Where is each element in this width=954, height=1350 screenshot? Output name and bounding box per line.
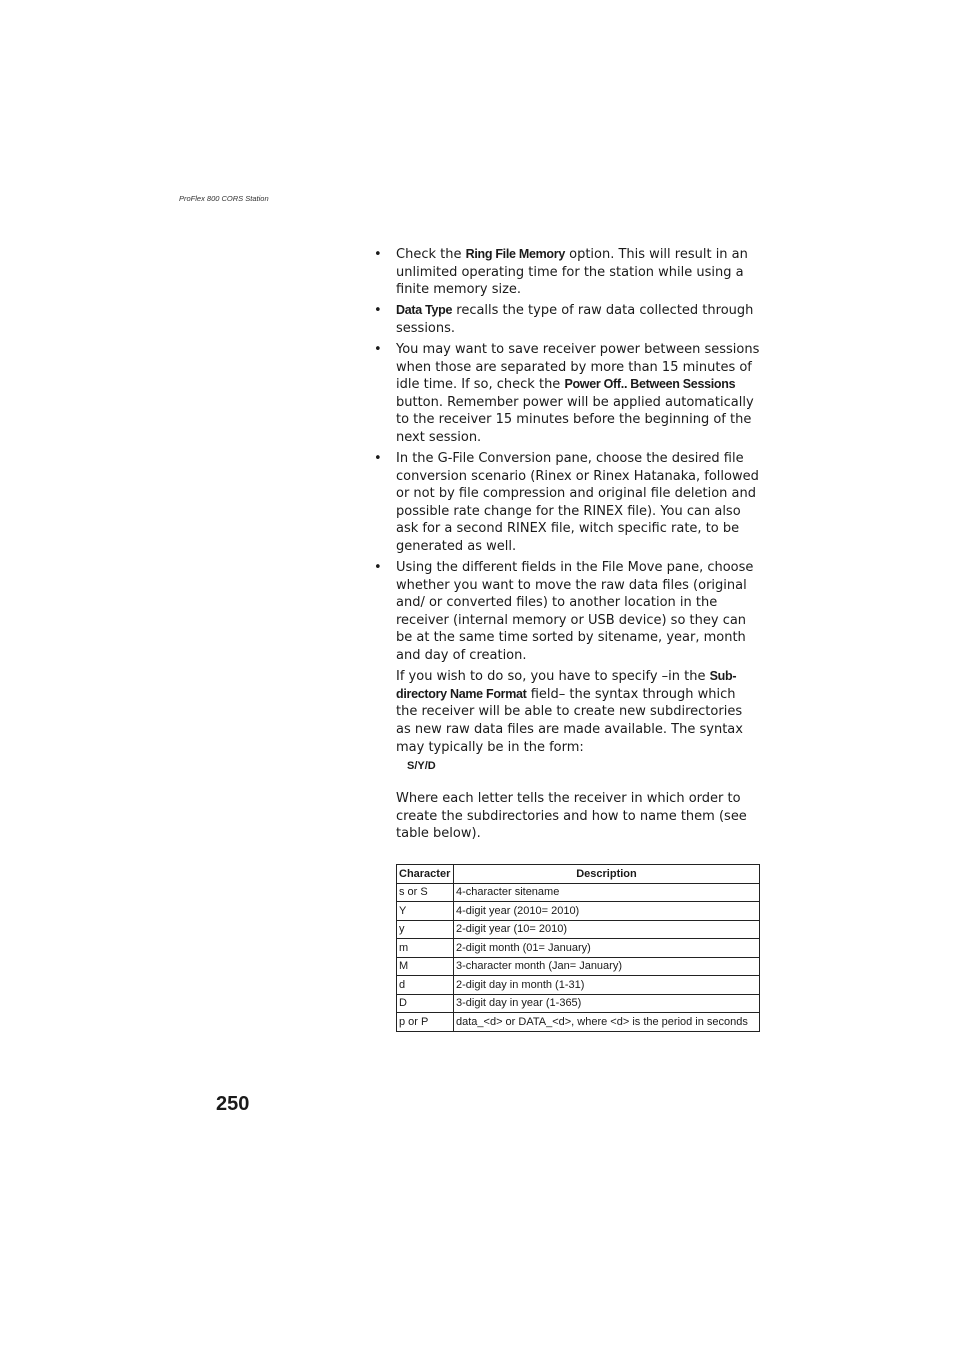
table-row bbox=[397, 994, 760, 1013]
bullet-dot: • bbox=[374, 303, 382, 319]
bullet-dot: • bbox=[374, 451, 382, 467]
table-cell: M bbox=[397, 957, 454, 976]
character-table bbox=[396, 864, 760, 1032]
page-number: 250 bbox=[216, 1093, 250, 1115]
ui-field-label: Sub-directory Name Format bbox=[396, 669, 737, 701]
table-header-row bbox=[397, 865, 760, 884]
bullet-item: • Data Type recalls the type of raw data collected through sessions. bbox=[374, 303, 754, 336]
table-row bbox=[397, 902, 760, 921]
bullet-item: • You may want to save receiver power between sessions when those are separated by more than 15 minutes of idle time. If so, check the Power Off.. Between Sessions button. Remember power will be applied automatically to the receiver 15 minutes before the beginning of the next session. bbox=[374, 341, 760, 445]
main-content bbox=[374, 246, 760, 843]
explanation-paragraph: Where each letter tells the receiver in which order to create the subdirectories and how to name them (see table below). bbox=[396, 791, 747, 842]
syntax-example: S/Y/D bbox=[407, 760, 436, 773]
table-cell: Y bbox=[397, 902, 454, 921]
table-cell: 4-character sitename bbox=[454, 883, 760, 902]
bullet-dot: • bbox=[374, 341, 382, 357]
table-cell: p or P bbox=[397, 1013, 454, 1032]
table-row bbox=[397, 939, 760, 958]
bullet-dot: • bbox=[374, 247, 382, 262]
table-cell: 3-digit day in year (1-365) bbox=[454, 994, 760, 1013]
table-row bbox=[397, 976, 760, 995]
table-row bbox=[397, 957, 760, 976]
table-cell: s or S bbox=[397, 883, 454, 902]
bullet-dot: • bbox=[374, 560, 382, 576]
table-cell: d bbox=[397, 976, 454, 995]
column-header: Description bbox=[454, 865, 760, 884]
table-row bbox=[397, 920, 760, 939]
table-cell: data_<d> or DATA_<d>, where <d> is the period in seconds bbox=[454, 1013, 760, 1032]
bullet-item: • In the G-File Conversion pane, choose the desired file conversion scenario (Rinex or Rinex Hatanaka, followed or not by file compression and original file deletion and possible rate change for the RINEX file). You can also ask for a second RINEX file, witch specific rate, to be generated as well. bbox=[374, 451, 759, 554]
bullet-list bbox=[374, 246, 760, 665]
ui-option-label: Power Off.. Between Sessions bbox=[564, 377, 736, 392]
table-cell: 4-digit year (2010= 2010) bbox=[454, 902, 760, 921]
subdirectory-paragraph: If you wish to do so, you have to specify –in the Sub-directory Name Format field– the syntax through which the receiver will be able to create new subdirectories as new raw data files are made available. The syntax may typically be in the form: bbox=[396, 669, 743, 755]
table-cell: 2-digit year (10= 2010) bbox=[454, 920, 760, 939]
table-cell: D bbox=[397, 994, 454, 1013]
table-row bbox=[397, 1013, 760, 1032]
table-cell: y bbox=[397, 920, 454, 939]
running-header: ProFlex 800 CORS Station bbox=[179, 194, 269, 203]
ui-option-label: Data Type bbox=[396, 303, 453, 318]
table-cell: m bbox=[397, 939, 454, 958]
table-cell: 3-character month (Jan= January) bbox=[454, 957, 760, 976]
bullet-item: • Using the different fields in the File Move pane, choose whether you want to move the raw data files (original and/ or converted files) to another location in the receiver (internal memory or USB device) so they can be at the same time sorted by sitename, year, month and day of creation. bbox=[374, 560, 754, 664]
table-cell: 2-digit day in month (1-31) bbox=[454, 976, 760, 995]
ui-option-label: Ring File Memory bbox=[465, 247, 565, 261]
bullet-item: • Check the Ring File Memory option. This will result in an unlimited operating time for the station while using a finite memory size. bbox=[374, 247, 748, 298]
table-row bbox=[397, 883, 760, 902]
table-cell: 2-digit month (01= January) bbox=[454, 939, 760, 958]
column-header: Character bbox=[397, 865, 454, 884]
